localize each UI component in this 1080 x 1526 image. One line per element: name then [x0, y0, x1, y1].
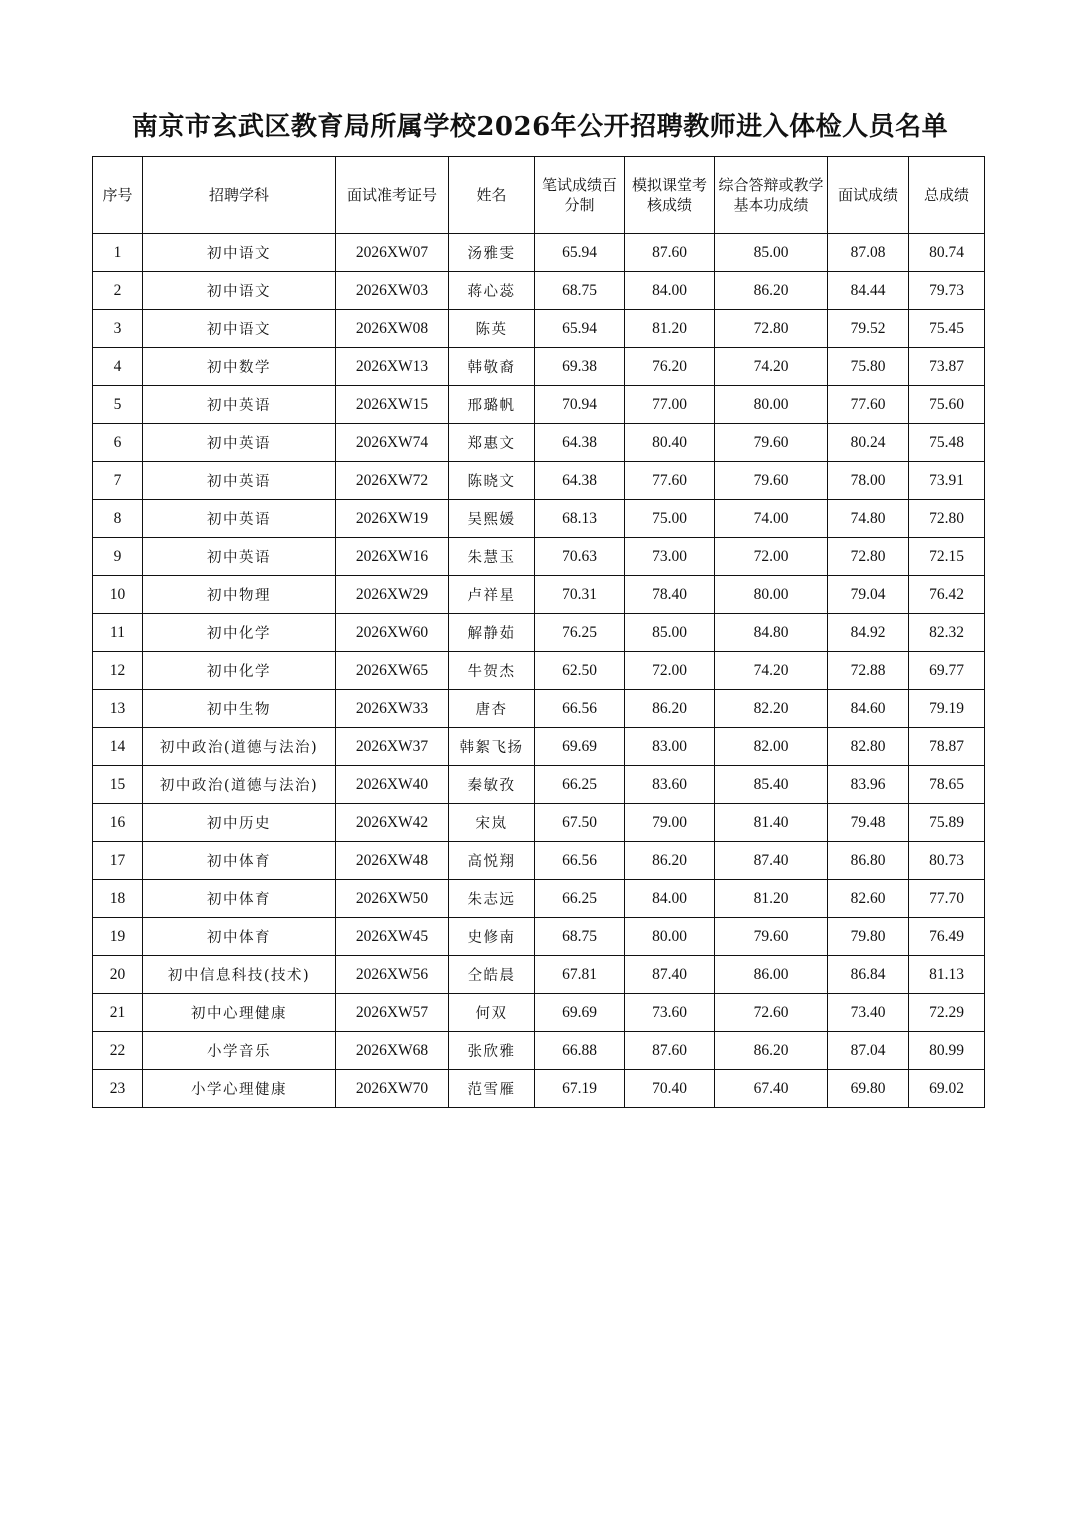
- cell-mock-class-score: 77.60: [625, 462, 715, 500]
- cell-defense-score: 87.40: [715, 842, 828, 880]
- cell-subject: 初中语文: [143, 272, 336, 310]
- cell-defense-score: 82.20: [715, 690, 828, 728]
- table-header: [93, 157, 985, 234]
- table-row: [93, 690, 985, 728]
- cell-mock-class-score: 73.60: [625, 994, 715, 1032]
- cell-interview-score: 73.40: [828, 994, 909, 1032]
- cell-mock-class-score: 87.60: [625, 234, 715, 272]
- cell-total-score: 72.80: [909, 500, 985, 538]
- cell-name: 仝皓晨: [449, 956, 535, 994]
- cell-ticket: 2026XW45: [336, 918, 449, 956]
- cell-defense-score: 67.40: [715, 1070, 828, 1108]
- cell-name: 张欣雅: [449, 1032, 535, 1070]
- cell-seq: 23: [93, 1070, 143, 1108]
- cell-seq: 16: [93, 804, 143, 842]
- table-row: [93, 994, 985, 1032]
- cell-ticket: 2026XW16: [336, 538, 449, 576]
- cell-mock-class-score: 80.00: [625, 918, 715, 956]
- table-row: [93, 424, 985, 462]
- cell-ticket: 2026XW13: [336, 348, 449, 386]
- cell-interview-score: 72.80: [828, 538, 909, 576]
- cell-mock-class-score: 76.20: [625, 348, 715, 386]
- cell-written-score: 66.56: [535, 842, 625, 880]
- cell-defense-score: 86.00: [715, 956, 828, 994]
- cell-defense-score: 86.20: [715, 272, 828, 310]
- cell-interview-score: 86.80: [828, 842, 909, 880]
- table-row: [93, 956, 985, 994]
- cell-name: 范雪雁: [449, 1070, 535, 1108]
- cell-ticket: 2026XW70: [336, 1070, 449, 1108]
- cell-name: 韩敬裔: [449, 348, 535, 386]
- cell-total-score: 79.73: [909, 272, 985, 310]
- cell-total-score: 80.73: [909, 842, 985, 880]
- cell-written-score: 70.63: [535, 538, 625, 576]
- cell-written-score: 70.31: [535, 576, 625, 614]
- cell-mock-class-score: 80.40: [625, 424, 715, 462]
- cell-defense-score: 81.40: [715, 804, 828, 842]
- cell-written-score: 70.94: [535, 386, 625, 424]
- table-row: [93, 842, 985, 880]
- cell-ticket: 2026XW48: [336, 842, 449, 880]
- cell-total-score: 73.87: [909, 348, 985, 386]
- cell-interview-score: 79.52: [828, 310, 909, 348]
- cell-seq: 3: [93, 310, 143, 348]
- cell-total-score: 82.32: [909, 614, 985, 652]
- cell-name: 牛贺杰: [449, 652, 535, 690]
- cell-name: 卢祥星: [449, 576, 535, 614]
- cell-interview-score: 87.08: [828, 234, 909, 272]
- cell-written-score: 65.94: [535, 234, 625, 272]
- table-row: [93, 1032, 985, 1070]
- cell-seq: 18: [93, 880, 143, 918]
- cell-name: 高悦翔: [449, 842, 535, 880]
- cell-interview-score: 80.24: [828, 424, 909, 462]
- table-row: [93, 804, 985, 842]
- cell-written-score: 65.94: [535, 310, 625, 348]
- cell-written-score: 68.75: [535, 918, 625, 956]
- cell-name: 何双: [449, 994, 535, 1032]
- cell-ticket: 2026XW60: [336, 614, 449, 652]
- cell-mock-class-score: 78.40: [625, 576, 715, 614]
- cell-written-score: 67.50: [535, 804, 625, 842]
- cell-name: 吴熙媛: [449, 500, 535, 538]
- cell-total-score: 77.70: [909, 880, 985, 918]
- header-written-score: 笔试成绩百分制: [535, 157, 625, 234]
- cell-subject: 小学音乐: [143, 1032, 336, 1070]
- cell-ticket: 2026XW37: [336, 728, 449, 766]
- cell-total-score: 69.02: [909, 1070, 985, 1108]
- cell-defense-score: 72.60: [715, 994, 828, 1032]
- cell-interview-score: 82.80: [828, 728, 909, 766]
- cell-total-score: 72.15: [909, 538, 985, 576]
- cell-seq: 9: [93, 538, 143, 576]
- header-interview-score: 面试成绩: [828, 157, 909, 234]
- cell-name: 韩絮飞扬: [449, 728, 535, 766]
- cell-interview-score: 84.92: [828, 614, 909, 652]
- cell-subject: 初中信息科技(技术): [143, 956, 336, 994]
- cell-total-score: 76.49: [909, 918, 985, 956]
- header-row: [93, 157, 985, 234]
- cell-written-score: 66.56: [535, 690, 625, 728]
- cell-seq: 11: [93, 614, 143, 652]
- cell-mock-class-score: 87.40: [625, 956, 715, 994]
- cell-written-score: 62.50: [535, 652, 625, 690]
- cell-ticket: 2026XW33: [336, 690, 449, 728]
- table-row: [93, 348, 985, 386]
- cell-ticket: 2026XW57: [336, 994, 449, 1032]
- cell-ticket: 2026XW08: [336, 310, 449, 348]
- cell-interview-score: 75.80: [828, 348, 909, 386]
- cell-written-score: 69.69: [535, 994, 625, 1032]
- document-title: 南京市玄武区教育局所属学校2026年公开招聘教师进入体检人员名单: [131, 112, 949, 142]
- cell-defense-score: 74.20: [715, 348, 828, 386]
- cell-written-score: 69.38: [535, 348, 625, 386]
- cell-name: 解静茹: [449, 614, 535, 652]
- cell-name: 朱志远: [449, 880, 535, 918]
- cell-written-score: 67.81: [535, 956, 625, 994]
- cell-seq: 22: [93, 1032, 143, 1070]
- cell-total-score: 75.89: [909, 804, 985, 842]
- cell-defense-score: 74.00: [715, 500, 828, 538]
- cell-mock-class-score: 75.00: [625, 500, 715, 538]
- cell-seq: 17: [93, 842, 143, 880]
- cell-subject: 初中语文: [143, 310, 336, 348]
- cell-ticket: 2026XW65: [336, 652, 449, 690]
- cell-subject: 初中物理: [143, 576, 336, 614]
- cell-ticket: 2026XW19: [336, 500, 449, 538]
- candidate-table: [92, 156, 985, 1108]
- cell-seq: 13: [93, 690, 143, 728]
- cell-interview-score: 86.84: [828, 956, 909, 994]
- cell-seq: 4: [93, 348, 143, 386]
- cell-written-score: 64.38: [535, 424, 625, 462]
- cell-mock-class-score: 77.00: [625, 386, 715, 424]
- cell-seq: 2: [93, 272, 143, 310]
- table-row: [93, 614, 985, 652]
- cell-seq: 10: [93, 576, 143, 614]
- table-row: [93, 386, 985, 424]
- cell-name: 汤雅雯: [449, 234, 535, 272]
- table-row: [93, 462, 985, 500]
- cell-interview-score: 78.00: [828, 462, 909, 500]
- header-ticket: 面试准考证号: [336, 157, 449, 234]
- cell-written-score: 68.75: [535, 272, 625, 310]
- cell-written-score: 67.19: [535, 1070, 625, 1108]
- cell-written-score: 64.38: [535, 462, 625, 500]
- cell-defense-score: 86.20: [715, 1032, 828, 1070]
- cell-mock-class-score: 79.00: [625, 804, 715, 842]
- cell-seq: 15: [93, 766, 143, 804]
- header-seq: 序号: [93, 157, 143, 234]
- cell-name: 陈英: [449, 310, 535, 348]
- cell-subject: 初中化学: [143, 614, 336, 652]
- cell-name: 蒋心蕊: [449, 272, 535, 310]
- cell-total-score: 81.13: [909, 956, 985, 994]
- cell-total-score: 78.87: [909, 728, 985, 766]
- table-row: [93, 272, 985, 310]
- cell-subject: 初中体育: [143, 880, 336, 918]
- cell-interview-score: 79.04: [828, 576, 909, 614]
- cell-written-score: 66.88: [535, 1032, 625, 1070]
- cell-written-score: 66.25: [535, 880, 625, 918]
- cell-subject: 初中心理健康: [143, 994, 336, 1032]
- cell-seq: 21: [93, 994, 143, 1032]
- cell-subject: 初中英语: [143, 424, 336, 462]
- cell-ticket: 2026XW07: [336, 234, 449, 272]
- cell-total-score: 80.74: [909, 234, 985, 272]
- cell-interview-score: 84.44: [828, 272, 909, 310]
- cell-interview-score: 74.80: [828, 500, 909, 538]
- cell-defense-score: 72.00: [715, 538, 828, 576]
- cell-written-score: 68.13: [535, 500, 625, 538]
- cell-seq: 1: [93, 234, 143, 272]
- cell-subject: 初中历史: [143, 804, 336, 842]
- cell-interview-score: 79.80: [828, 918, 909, 956]
- cell-interview-score: 87.04: [828, 1032, 909, 1070]
- header-total-score: 总成绩: [909, 157, 985, 234]
- cell-total-score: 75.48: [909, 424, 985, 462]
- table-row: [93, 500, 985, 538]
- cell-interview-score: 82.60: [828, 880, 909, 918]
- cell-interview-score: 83.96: [828, 766, 909, 804]
- cell-name: 朱慧玉: [449, 538, 535, 576]
- cell-seq: 8: [93, 500, 143, 538]
- cell-interview-score: 72.88: [828, 652, 909, 690]
- cell-name: 陈晓文: [449, 462, 535, 500]
- cell-ticket: 2026XW40: [336, 766, 449, 804]
- cell-mock-class-score: 72.00: [625, 652, 715, 690]
- cell-interview-score: 84.60: [828, 690, 909, 728]
- table-row: [93, 766, 985, 804]
- table-row: [93, 310, 985, 348]
- cell-defense-score: 84.80: [715, 614, 828, 652]
- cell-seq: 6: [93, 424, 143, 462]
- cell-total-score: 75.45: [909, 310, 985, 348]
- cell-subject: 初中英语: [143, 386, 336, 424]
- cell-ticket: 2026XW42: [336, 804, 449, 842]
- cell-ticket: 2026XW29: [336, 576, 449, 614]
- header-defense-score: 综合答辩或教学基本功成绩: [715, 157, 828, 234]
- cell-ticket: 2026XW56: [336, 956, 449, 994]
- cell-subject: 初中政治(道德与法治): [143, 728, 336, 766]
- cell-mock-class-score: 86.20: [625, 690, 715, 728]
- header-subject: 招聘学科: [143, 157, 336, 234]
- cell-ticket: 2026XW15: [336, 386, 449, 424]
- cell-mock-class-score: 85.00: [625, 614, 715, 652]
- cell-name: 邢璐帆: [449, 386, 535, 424]
- cell-mock-class-score: 70.40: [625, 1070, 715, 1108]
- cell-defense-score: 80.00: [715, 576, 828, 614]
- cell-subject: 小学心理健康: [143, 1070, 336, 1108]
- cell-mock-class-score: 73.00: [625, 538, 715, 576]
- cell-mock-class-score: 86.20: [625, 842, 715, 880]
- cell-subject: 初中英语: [143, 462, 336, 500]
- cell-subject: 初中生物: [143, 690, 336, 728]
- table-row: [93, 880, 985, 918]
- cell-written-score: 76.25: [535, 614, 625, 652]
- cell-seq: 12: [93, 652, 143, 690]
- cell-seq: 14: [93, 728, 143, 766]
- table-row: [93, 576, 985, 614]
- table-body: [93, 234, 985, 1108]
- cell-interview-score: 79.48: [828, 804, 909, 842]
- cell-name: 宋岚: [449, 804, 535, 842]
- cell-mock-class-score: 84.00: [625, 880, 715, 918]
- table-row: [93, 728, 985, 766]
- table-row: [93, 234, 985, 272]
- cell-name: 郑惠文: [449, 424, 535, 462]
- cell-subject: 初中体育: [143, 842, 336, 880]
- cell-written-score: 66.25: [535, 766, 625, 804]
- cell-total-score: 76.42: [909, 576, 985, 614]
- cell-defense-score: 72.80: [715, 310, 828, 348]
- cell-defense-score: 79.60: [715, 424, 828, 462]
- cell-total-score: 75.60: [909, 386, 985, 424]
- cell-subject: 初中政治(道德与法治): [143, 766, 336, 804]
- cell-seq: 5: [93, 386, 143, 424]
- cell-interview-score: 69.80: [828, 1070, 909, 1108]
- cell-defense-score: 74.20: [715, 652, 828, 690]
- cell-total-score: 80.99: [909, 1032, 985, 1070]
- cell-ticket: 2026XW74: [336, 424, 449, 462]
- cell-subject: 初中化学: [143, 652, 336, 690]
- header-mock-class-score: 模拟课堂考核成绩: [625, 157, 715, 234]
- cell-name: 唐杏: [449, 690, 535, 728]
- cell-name: 秦敏孜: [449, 766, 535, 804]
- cell-defense-score: 81.20: [715, 880, 828, 918]
- cell-mock-class-score: 84.00: [625, 272, 715, 310]
- cell-subject: 初中英语: [143, 500, 336, 538]
- cell-seq: 7: [93, 462, 143, 500]
- cell-subject: 初中英语: [143, 538, 336, 576]
- table-row: [93, 652, 985, 690]
- cell-ticket: 2026XW72: [336, 462, 449, 500]
- cell-total-score: 79.19: [909, 690, 985, 728]
- cell-seq: 20: [93, 956, 143, 994]
- header-name: 姓名: [449, 157, 535, 234]
- cell-ticket: 2026XW50: [336, 880, 449, 918]
- cell-total-score: 72.29: [909, 994, 985, 1032]
- cell-mock-class-score: 83.60: [625, 766, 715, 804]
- cell-ticket: 2026XW03: [336, 272, 449, 310]
- cell-total-score: 69.77: [909, 652, 985, 690]
- cell-total-score: 73.91: [909, 462, 985, 500]
- cell-mock-class-score: 83.00: [625, 728, 715, 766]
- cell-written-score: 69.69: [535, 728, 625, 766]
- cell-total-score: 78.65: [909, 766, 985, 804]
- cell-name: 史修南: [449, 918, 535, 956]
- table-row: [93, 1070, 985, 1108]
- cell-defense-score: 79.60: [715, 918, 828, 956]
- cell-ticket: 2026XW68: [336, 1032, 449, 1070]
- cell-mock-class-score: 81.20: [625, 310, 715, 348]
- cell-defense-score: 85.00: [715, 234, 828, 272]
- cell-interview-score: 77.60: [828, 386, 909, 424]
- cell-mock-class-score: 87.60: [625, 1032, 715, 1070]
- cell-defense-score: 80.00: [715, 386, 828, 424]
- table-row: [93, 918, 985, 956]
- cell-subject: 初中数学: [143, 348, 336, 386]
- cell-defense-score: 82.00: [715, 728, 828, 766]
- cell-seq: 19: [93, 918, 143, 956]
- table-row: [93, 538, 985, 576]
- cell-subject: 初中体育: [143, 918, 336, 956]
- cell-defense-score: 79.60: [715, 462, 828, 500]
- cell-subject: 初中语文: [143, 234, 336, 272]
- cell-defense-score: 85.40: [715, 766, 828, 804]
